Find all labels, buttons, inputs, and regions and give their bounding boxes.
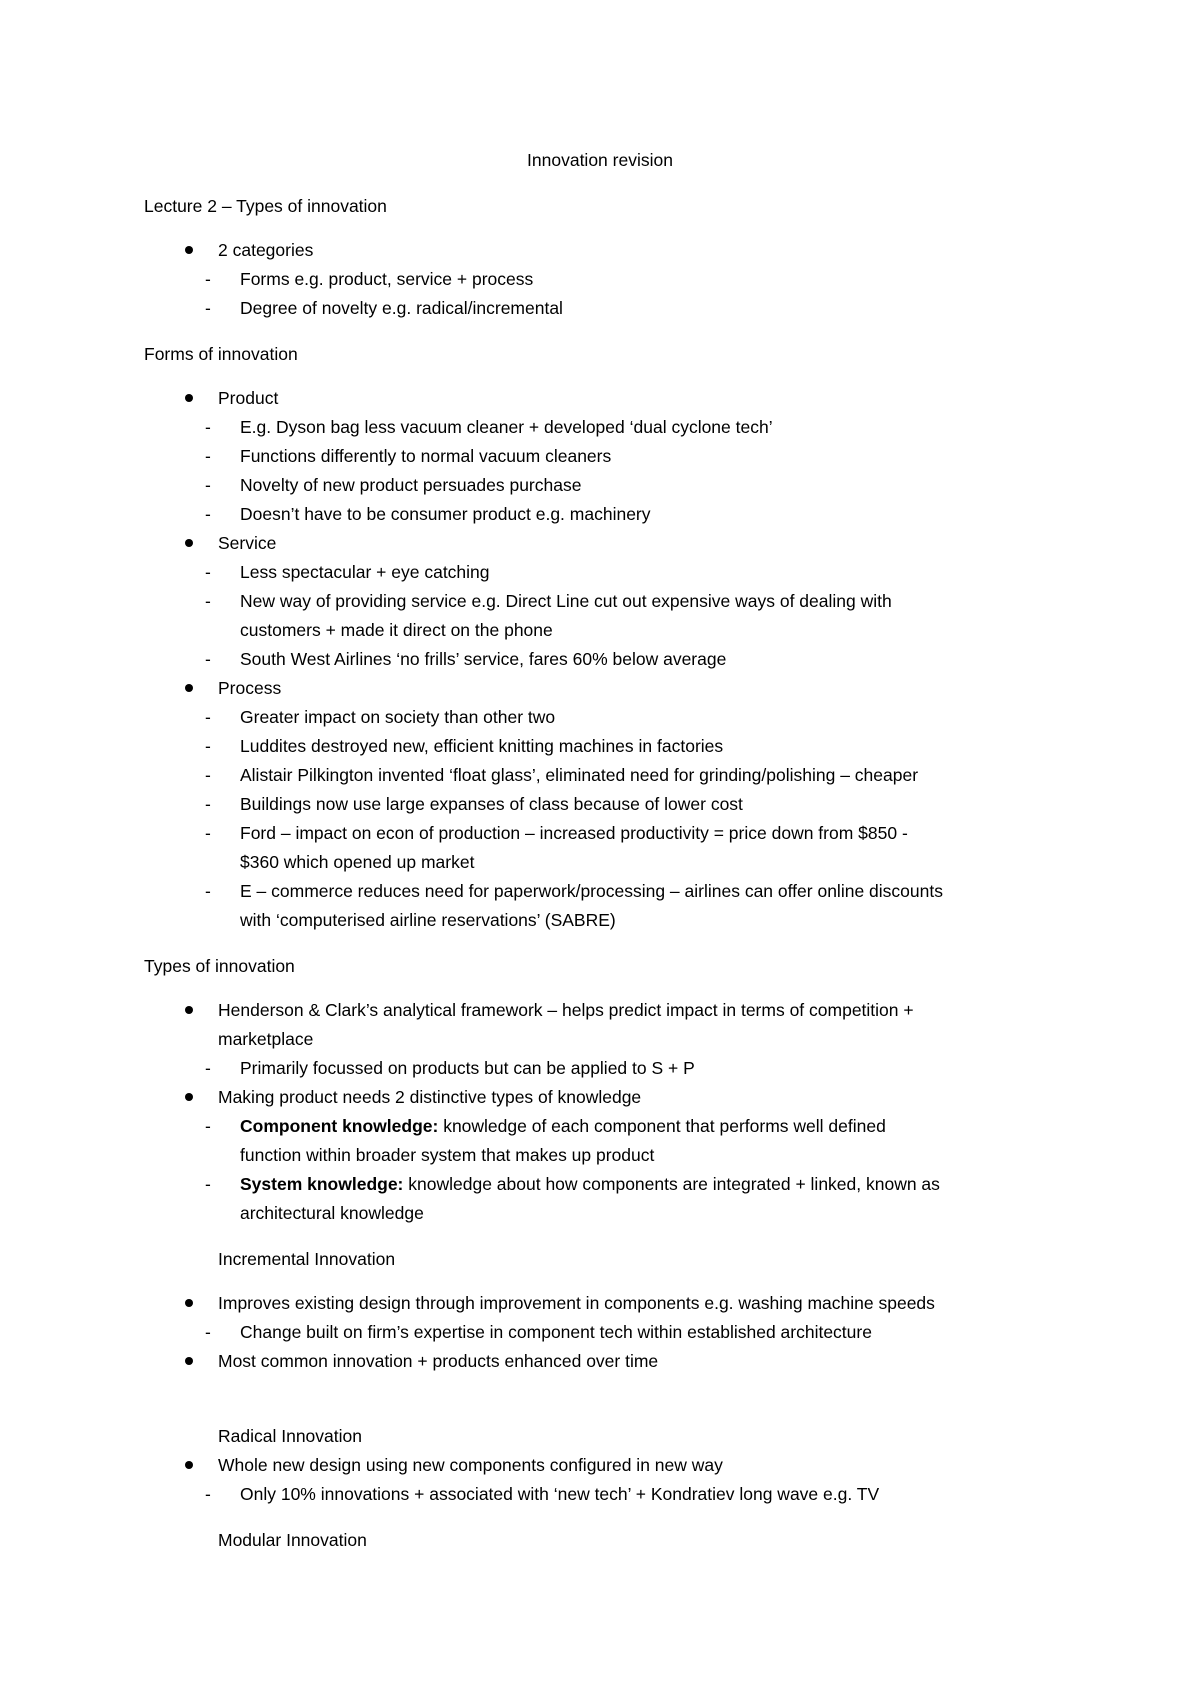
dash-marker: - [205,881,211,901]
dash-marker: - [205,562,211,582]
dash-marker: - [205,649,211,669]
list-item: Whole new design using new components configured in new way [218,1455,723,1475]
dash-marker: - [205,1116,211,1136]
list-item: Less spectacular + eye catching [240,562,490,582]
dash-marker: - [205,417,211,437]
dash-marker: - [205,707,211,727]
dash-marker: - [205,1174,211,1194]
list-item: Only 10% innovations + associated with ‘new tech’ + Kondratiev long wave e.g. TV [240,1484,880,1504]
dash-marker: - [205,475,211,495]
list-item: Greater impact on society than other two [240,707,556,727]
list-item: 2 categories [218,240,314,260]
bullet-point [185,394,193,402]
list-item-continuation: with ‘computerised airline reservations’ (SABRE) [240,910,616,930]
system-knowledge-label: System knowledge: [240,1174,404,1194]
dash-marker: - [205,504,211,524]
list-item-continuation: customers + made it direct on the phone [240,620,553,640]
subsection-heading: Incremental Innovation [218,1249,396,1269]
dash-marker: - [205,823,211,843]
dash-marker: - [205,269,211,289]
list-item: South West Airlines ‘no frills’ service, fares 60% below average [240,649,727,669]
dash-marker: - [205,1322,211,1342]
list-item: Degree of novelty e.g. radical/incremental [240,298,563,318]
list-item-continuation: $360 which opened up market [240,852,475,872]
bullet-point [185,246,193,254]
list-item: Primarily focussed on products but can be applied to S + P [240,1058,695,1078]
dash-marker: - [205,446,211,466]
list-item: Most common innovation + products enhanced over time [218,1351,659,1371]
list-item: Making product needs 2 distinctive types of knowledge [218,1087,642,1107]
list-item: Novelty of new product persuades purchase [240,475,582,495]
dash-marker: - [205,794,211,814]
list-item: Process [218,678,282,698]
list-item: Henderson & Clark’s analytical framework – helps predict impact in terms of competition + [218,1000,914,1020]
bullet-point [185,1461,193,1469]
dash-marker: - [205,736,211,756]
subsection-heading: Modular Innovation [218,1530,367,1550]
list-item-continuation: function within broader system that makes up product [240,1145,655,1165]
list-item [240,1114,886,1138]
list-item: Doesn’t have to be consumer product e.g. machinery [240,504,651,524]
page-title: Innovation revision [527,150,673,170]
list-item: Luddites destroyed new, efficient knitting machines in factories [240,736,724,756]
section-heading: Types of innovation [144,956,295,976]
bullet-point [185,1006,193,1014]
list-item: Change built on firm’s expertise in component tech within established architecture [240,1322,872,1342]
list-item: New way of providing service e.g. Direct Line cut out expensive ways of dealing with [240,591,892,611]
bullet-point [185,1357,193,1365]
dash-marker: - [205,1484,211,1504]
bullet-point [185,539,193,547]
list-item-continuation: architectural knowledge [240,1203,424,1223]
list-item [240,1172,940,1196]
component-knowledge-text: knowledge of each component that performs well defined [438,1116,886,1136]
list-item: Ford – impact on econ of production – increased productivity = price down from $850 - [240,823,908,843]
bullet-point [185,1093,193,1101]
dash-marker: - [205,1058,211,1078]
dash-marker: - [205,591,211,611]
list-item: Improves existing design through improvement in components e.g. washing machine speeds [218,1293,935,1313]
bullet-point [185,1299,193,1307]
subsection-heading: Radical Innovation [218,1426,362,1446]
list-item: E.g. Dyson bag less vacuum cleaner + developed ‘dual cyclone tech’ [240,417,773,437]
list-item-continuation: marketplace [218,1029,314,1049]
list-item: Service [218,533,277,553]
dash-marker: - [205,765,211,785]
list-item: Alistair Pilkington invented ‘float glass’, eliminated need for grinding/polishing – cheaper [240,765,919,785]
list-item: Product [218,388,279,408]
list-item: Buildings now use large expanses of class because of lower cost [240,794,743,814]
component-knowledge-label: Component knowledge: [240,1116,439,1136]
list-item: Forms e.g. product, service + process [240,269,534,289]
section-heading: Forms of innovation [144,344,298,364]
list-item: Functions differently to normal vacuum cleaners [240,446,612,466]
list-item: E – commerce reduces need for paperwork/processing – airlines can offer online discounts [240,881,943,901]
bullet-point [185,684,193,692]
lecture-heading: Lecture 2 – Types of innovation [144,196,387,216]
dash-marker: - [205,298,211,318]
system-knowledge-text: knowledge about how components are integrated + linked, known as [403,1174,940,1194]
